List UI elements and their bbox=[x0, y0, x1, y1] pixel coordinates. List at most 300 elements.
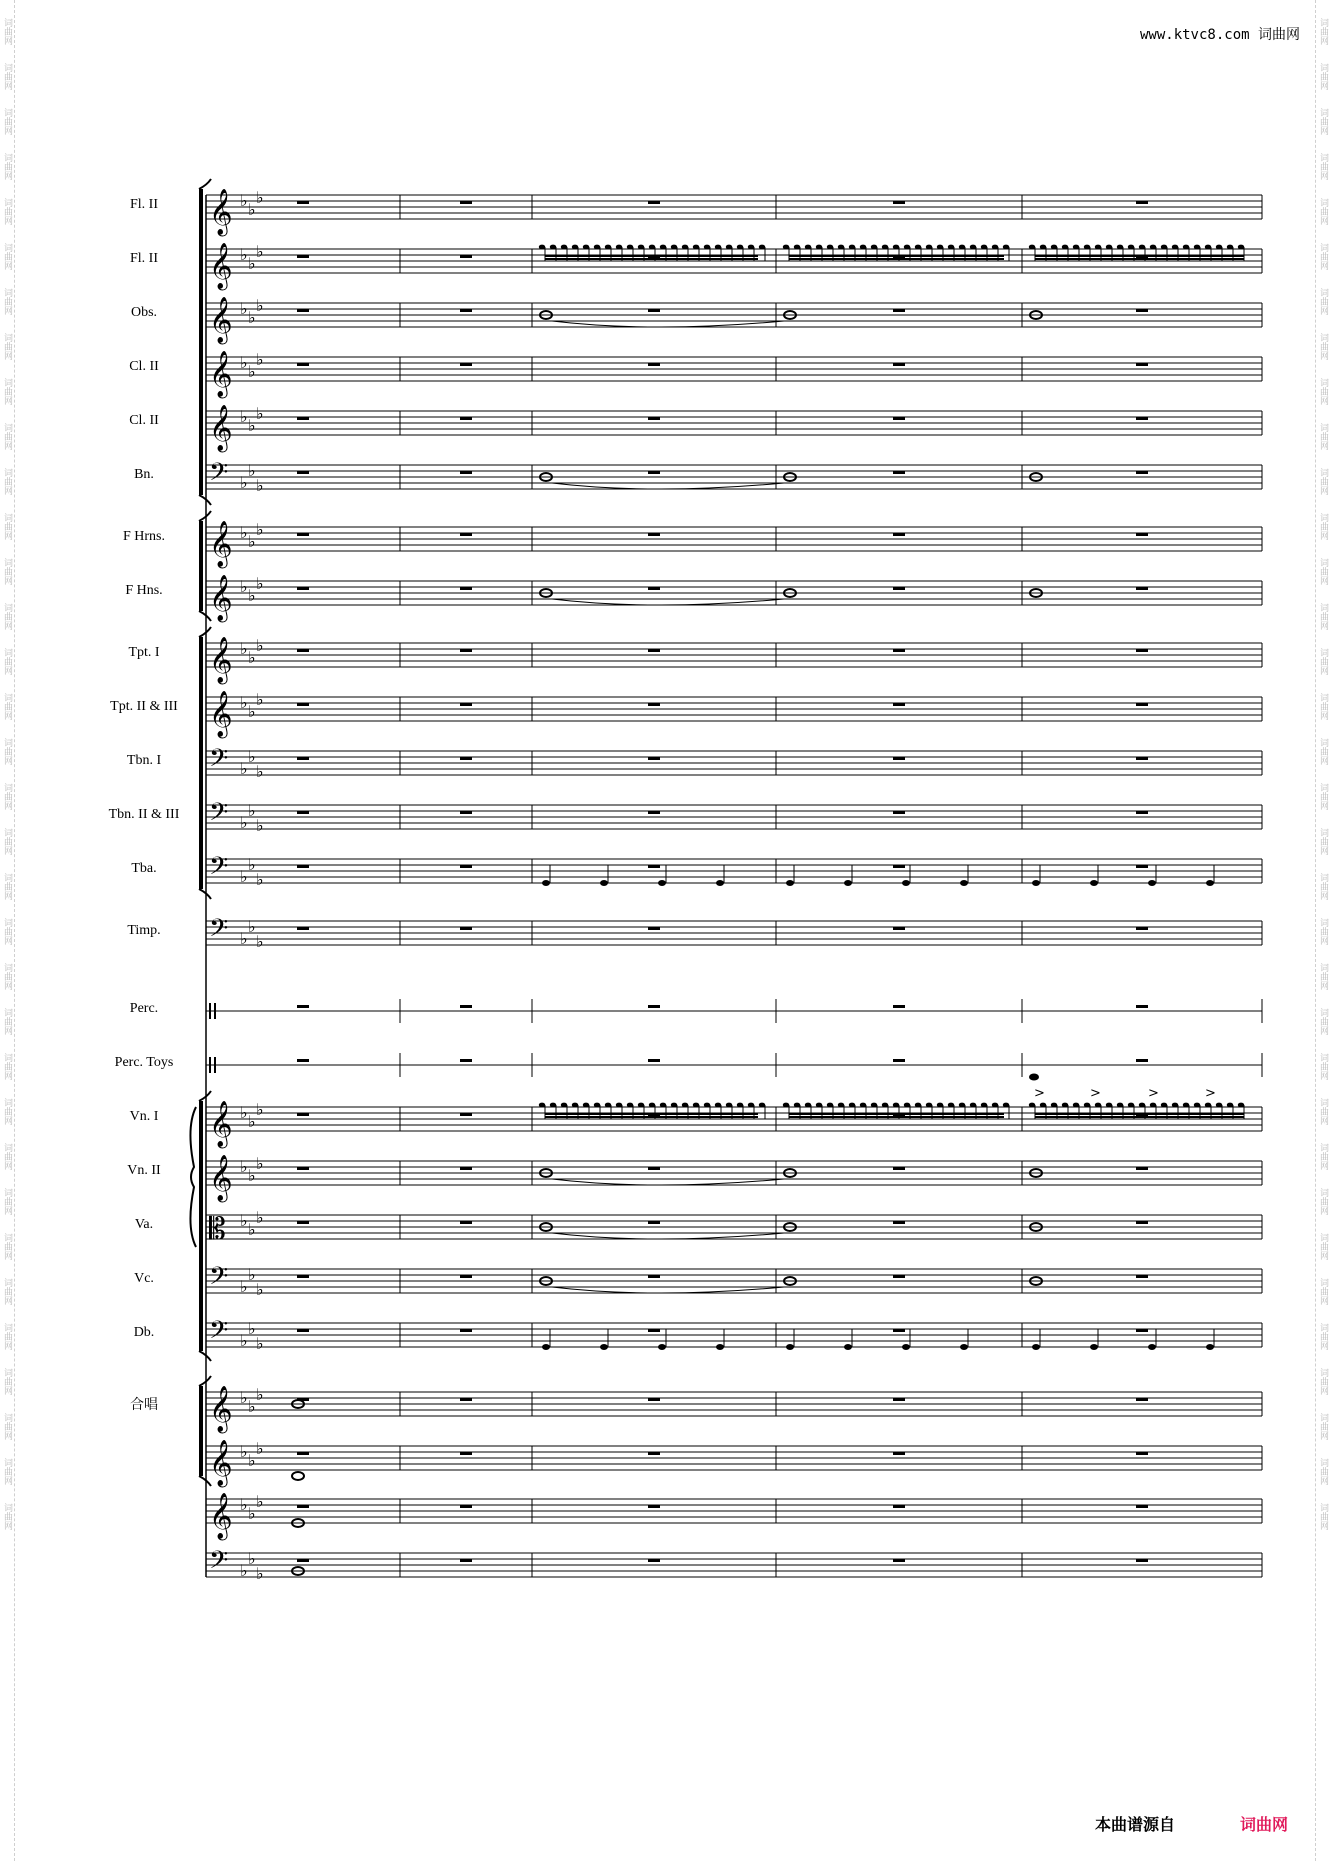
sixteenth-note bbox=[1040, 245, 1046, 250]
whole-rest bbox=[648, 1005, 660, 1008]
bass-clef: 𝄢 bbox=[209, 458, 229, 493]
whole-rest bbox=[893, 471, 905, 474]
sixteenth-note bbox=[893, 1103, 899, 1108]
sixteenth-note bbox=[904, 245, 910, 250]
sixteenth-note bbox=[794, 1103, 800, 1108]
flat-sign: ♭ bbox=[248, 855, 256, 874]
treble-clef: 𝄞 bbox=[209, 351, 233, 397]
flat-sign: ♭ bbox=[240, 407, 248, 426]
whole-rest bbox=[893, 1398, 905, 1401]
whole-rest bbox=[1136, 1275, 1148, 1278]
flat-sign: ♭ bbox=[256, 574, 264, 593]
instrument-label: Perc. bbox=[129, 1001, 159, 1016]
sixteenth-note bbox=[1150, 1103, 1156, 1108]
whole-rest bbox=[893, 1167, 905, 1170]
sixteenth-note bbox=[1106, 1103, 1112, 1108]
whole-rest bbox=[460, 1329, 472, 1332]
quarter-note bbox=[600, 880, 608, 886]
whole-rest bbox=[648, 649, 660, 652]
quarter-note bbox=[960, 880, 968, 886]
bass-clef: 𝄢 bbox=[209, 798, 229, 833]
whole-rest bbox=[893, 1452, 905, 1455]
flat-sign: ♭ bbox=[256, 1100, 264, 1119]
flat-sign: ♭ bbox=[248, 1319, 256, 1338]
sixteenth-note bbox=[682, 245, 688, 250]
bass-clef: 𝄢 bbox=[209, 1546, 229, 1581]
flat-sign: ♭ bbox=[248, 1549, 256, 1568]
flat-sign: ♭ bbox=[248, 1451, 256, 1470]
flat-sign: ♭ bbox=[240, 867, 248, 886]
whole-rest bbox=[1136, 587, 1148, 590]
sixteenth-note bbox=[816, 245, 822, 250]
sixteenth-note bbox=[638, 1103, 644, 1108]
quarter-note bbox=[902, 1344, 910, 1350]
sixteenth-note bbox=[737, 1103, 743, 1108]
quarter-note bbox=[786, 1344, 794, 1350]
quarter-note bbox=[960, 1344, 968, 1350]
whole-rest bbox=[1136, 201, 1148, 204]
flat-sign: ♭ bbox=[248, 1397, 256, 1416]
flat-sign: ♭ bbox=[240, 1561, 248, 1580]
whole-rest bbox=[297, 649, 309, 652]
whole-rest bbox=[893, 1505, 905, 1508]
flat-sign: ♭ bbox=[248, 747, 256, 766]
bracket-hook bbox=[199, 889, 211, 899]
tie bbox=[552, 1179, 784, 1185]
whole-rest bbox=[648, 363, 660, 366]
sixteenth-note bbox=[860, 1103, 866, 1108]
sixteenth-note bbox=[594, 1103, 600, 1108]
quarter-note bbox=[1206, 880, 1214, 886]
flat-sign: ♭ bbox=[240, 299, 248, 318]
accent-mark: > bbox=[1090, 1086, 1101, 1101]
flat-sign: ♭ bbox=[256, 1334, 264, 1353]
whole-rest bbox=[648, 1221, 660, 1224]
whole-rest bbox=[648, 1452, 660, 1455]
sixteenth-note bbox=[1051, 245, 1057, 250]
instrument-label: Db. bbox=[133, 1325, 155, 1340]
whole-rest bbox=[648, 1167, 660, 1170]
flat-sign: ♭ bbox=[248, 648, 256, 667]
flat-sign: ♭ bbox=[248, 308, 256, 327]
tie bbox=[552, 599, 784, 605]
sixteenth-note bbox=[937, 245, 943, 250]
whole-rest bbox=[648, 309, 660, 312]
whole-rest bbox=[648, 865, 660, 868]
sixteenth-note bbox=[693, 1103, 699, 1108]
whole-rest bbox=[460, 587, 472, 590]
whole-rest bbox=[648, 703, 660, 706]
sixteenth-note bbox=[1084, 1103, 1090, 1108]
whole-rest bbox=[460, 1559, 472, 1562]
quarter-note bbox=[1032, 1344, 1040, 1350]
whole-rest bbox=[1136, 1167, 1148, 1170]
sixteenth-note bbox=[959, 245, 965, 250]
instrument-label: F Hrns. bbox=[122, 529, 165, 544]
sixteenth-note bbox=[816, 1103, 822, 1108]
sixteenth-note bbox=[605, 1103, 611, 1108]
whole-rest bbox=[1136, 1505, 1148, 1508]
instrument-label: Fl. II bbox=[130, 251, 158, 266]
whole-rest bbox=[648, 1398, 660, 1401]
whole-rest bbox=[1136, 1398, 1148, 1401]
flat-sign: ♭ bbox=[256, 1208, 264, 1227]
sixteenth-note bbox=[1172, 245, 1178, 250]
sixteenth-note bbox=[539, 245, 545, 250]
flat-sign: ♭ bbox=[240, 523, 248, 542]
sixteenth-note bbox=[992, 245, 998, 250]
whole-rest bbox=[893, 865, 905, 868]
whole-rest bbox=[297, 1505, 309, 1508]
whole-rest bbox=[893, 1005, 905, 1008]
whole-rest bbox=[648, 927, 660, 930]
whole-rest bbox=[893, 649, 905, 652]
whole-rest bbox=[460, 927, 472, 930]
sixteenth-note bbox=[1216, 1103, 1222, 1108]
flat-sign: ♭ bbox=[240, 1495, 248, 1514]
whole-rest bbox=[1136, 1059, 1148, 1062]
sixteenth-note bbox=[1003, 1103, 1009, 1108]
flat-sign: ♭ bbox=[256, 404, 264, 423]
treble-clef: 𝄞 bbox=[209, 189, 233, 235]
flat-sign: ♭ bbox=[240, 929, 248, 948]
sixteenth-note bbox=[1194, 245, 1200, 250]
instrument-label: Timp. bbox=[127, 923, 161, 938]
whole-rest bbox=[893, 1559, 905, 1562]
whole-rest bbox=[460, 533, 472, 536]
sixteenth-note bbox=[805, 1103, 811, 1108]
sixteenth-note bbox=[1205, 245, 1211, 250]
whole-rest bbox=[460, 865, 472, 868]
instrument-label: Cl. II bbox=[129, 359, 159, 374]
sixteenth-note bbox=[1205, 1103, 1211, 1108]
whole-rest bbox=[648, 533, 660, 536]
sixteenth-note bbox=[1183, 245, 1189, 250]
whole-rest bbox=[460, 811, 472, 814]
sixteenth-note bbox=[715, 245, 721, 250]
whole-rest bbox=[297, 1559, 309, 1562]
flat-sign: ♭ bbox=[256, 816, 264, 835]
flat-sign: ♭ bbox=[256, 242, 264, 261]
sixteenth-note bbox=[904, 1103, 910, 1108]
whole-rest bbox=[297, 363, 309, 366]
bracket-hook bbox=[199, 495, 211, 505]
whole-rest bbox=[648, 471, 660, 474]
header-url: www.ktvc8.com 词曲网 bbox=[1139, 27, 1300, 43]
whole-rest bbox=[648, 1559, 660, 1562]
whole-rest bbox=[297, 1329, 309, 1332]
whole-rest bbox=[460, 363, 472, 366]
sixteenth-note bbox=[871, 245, 877, 250]
sixteenth-note bbox=[1150, 245, 1156, 250]
whole-rest bbox=[460, 309, 472, 312]
whole-rest bbox=[893, 811, 905, 814]
sixteenth-note bbox=[1238, 245, 1244, 250]
sixteenth-note bbox=[1029, 1103, 1035, 1108]
sixteenth-note bbox=[1084, 245, 1090, 250]
sixteenth-note bbox=[1095, 1103, 1101, 1108]
instrument-label: Va. bbox=[134, 1217, 154, 1232]
whole-rest bbox=[648, 587, 660, 590]
treble-clef: 𝄞 bbox=[209, 691, 233, 737]
bass-clef: 𝄢 bbox=[209, 1316, 229, 1351]
sixteenth-note bbox=[583, 1103, 589, 1108]
sixteenth-note bbox=[616, 245, 622, 250]
flat-sign: ♭ bbox=[248, 586, 256, 605]
quarter-note bbox=[1148, 880, 1156, 886]
whole-rest bbox=[893, 363, 905, 366]
flat-sign: ♭ bbox=[240, 245, 248, 264]
sixteenth-note bbox=[1139, 1103, 1145, 1108]
treble-clef: 𝄞 bbox=[209, 1493, 233, 1539]
instrument-label: F Hns. bbox=[125, 583, 163, 598]
quarter-note bbox=[1206, 1344, 1214, 1350]
flat-sign: ♭ bbox=[256, 350, 264, 369]
sixteenth-note bbox=[627, 245, 633, 250]
instrument-label: Perc. Toys bbox=[114, 1055, 174, 1070]
whole-rest bbox=[1136, 1005, 1148, 1008]
sixteenth-note bbox=[605, 245, 611, 250]
treble-clef: 𝄞 bbox=[209, 521, 233, 567]
sixteenth-note bbox=[1003, 245, 1009, 250]
whole-rest bbox=[460, 1005, 472, 1008]
left-watermark-strip: 词曲网 词曲网 词曲网 词曲网 词曲网 词曲网 词曲网 词曲网 词曲网 词曲网 词曲网 词曲网 词曲网 词曲网 词曲网 词曲网 词曲网 词曲网 词曲网 词曲网 词曲网 词曲网 词曲网 词曲网 词曲网 词曲网 词曲网 词曲网 词曲网 词曲网 词曲网 词曲网 词曲网 词曲网 bbox=[0, 0, 15, 1861]
sixteenth-note bbox=[539, 1103, 545, 1108]
flat-sign: ♭ bbox=[248, 200, 256, 219]
instrument-label: Tpt. I bbox=[128, 645, 160, 660]
whole-rest bbox=[1136, 1221, 1148, 1224]
sixteenth-note bbox=[759, 1103, 765, 1108]
whole-rest bbox=[297, 587, 309, 590]
flat-sign: ♭ bbox=[248, 917, 256, 936]
sixteenth-note bbox=[1040, 1103, 1046, 1108]
sixteenth-note bbox=[1161, 245, 1167, 250]
quarter-note bbox=[600, 1344, 608, 1350]
sixteenth-note bbox=[827, 1103, 833, 1108]
sixteenth-note bbox=[616, 1103, 622, 1108]
sixteenth-note bbox=[948, 245, 954, 250]
sixteenth-note bbox=[1117, 1103, 1123, 1108]
whole-rest bbox=[460, 255, 472, 258]
sixteenth-note bbox=[550, 245, 556, 250]
whole-note bbox=[292, 1472, 304, 1480]
bass-clef: 𝄢 bbox=[209, 1262, 229, 1297]
instrument-label: Tpt. II & III bbox=[110, 699, 178, 714]
whole-rest bbox=[460, 1452, 472, 1455]
sixteenth-note bbox=[970, 245, 976, 250]
whole-rest bbox=[1136, 309, 1148, 312]
sixteenth-note bbox=[1073, 1103, 1079, 1108]
whole-rest bbox=[297, 865, 309, 868]
quarter-note bbox=[1090, 880, 1098, 886]
sixteenth-note bbox=[827, 245, 833, 250]
flat-sign: ♭ bbox=[240, 1331, 248, 1350]
quarter-note bbox=[542, 880, 550, 886]
flat-sign: ♭ bbox=[256, 870, 264, 889]
flat-sign: ♭ bbox=[256, 636, 264, 655]
whole-rest bbox=[460, 471, 472, 474]
sixteenth-note bbox=[627, 1103, 633, 1108]
quarter-note bbox=[1032, 880, 1040, 886]
instrument-label: Obs. bbox=[130, 305, 158, 320]
sixteenth-note bbox=[937, 1103, 943, 1108]
sixteenth-note bbox=[805, 245, 811, 250]
flat-sign: ♭ bbox=[248, 461, 256, 480]
flat-sign: ♭ bbox=[248, 1166, 256, 1185]
sixteenth-note bbox=[1128, 1103, 1134, 1108]
whole-rest bbox=[460, 1505, 472, 1508]
quarter-note bbox=[902, 880, 910, 886]
whole-rest bbox=[297, 533, 309, 536]
sixteenth-note bbox=[860, 245, 866, 250]
quarter-note bbox=[542, 1344, 550, 1350]
instrument-label: Vc. bbox=[134, 1271, 154, 1286]
whole-rest bbox=[893, 1329, 905, 1332]
whole-rest bbox=[893, 587, 905, 590]
quarter-note bbox=[1090, 1344, 1098, 1350]
whole-rest bbox=[297, 1005, 309, 1008]
whole-rest bbox=[297, 757, 309, 760]
quarter-note bbox=[658, 1344, 666, 1350]
sixteenth-note bbox=[871, 1103, 877, 1108]
tie bbox=[552, 1233, 784, 1239]
sixteenth-note bbox=[838, 1103, 844, 1108]
treble-clef: 𝄞 bbox=[209, 297, 233, 343]
sixteenth-note bbox=[572, 245, 578, 250]
sixteenth-note bbox=[1161, 1103, 1167, 1108]
flat-sign: ♭ bbox=[256, 762, 264, 781]
whole-rest bbox=[297, 309, 309, 312]
quarter-note bbox=[716, 880, 724, 886]
flat-sign: ♭ bbox=[240, 1277, 248, 1296]
whole-rest bbox=[460, 1113, 472, 1116]
whole-rest bbox=[1136, 1559, 1148, 1562]
whole-rest bbox=[297, 1452, 309, 1455]
whole-rest bbox=[893, 1275, 905, 1278]
whole-rest bbox=[893, 309, 905, 312]
sixteenth-note bbox=[1062, 245, 1068, 250]
accent-mark: > bbox=[1205, 1086, 1216, 1101]
whole-rest bbox=[1136, 865, 1148, 868]
sixteenth-note bbox=[649, 1103, 655, 1108]
tie bbox=[552, 1287, 784, 1293]
flat-sign: ♭ bbox=[240, 639, 248, 658]
flat-sign: ♭ bbox=[240, 353, 248, 372]
treble-clef: 𝄞 bbox=[209, 1101, 233, 1147]
quarter-note bbox=[1148, 1344, 1156, 1350]
flat-sign: ♭ bbox=[248, 702, 256, 721]
whole-rest bbox=[297, 417, 309, 420]
whole-rest bbox=[1136, 471, 1148, 474]
whole-rest bbox=[460, 1221, 472, 1224]
whole-rest bbox=[648, 1329, 660, 1332]
flat-sign: ♭ bbox=[248, 532, 256, 551]
treble-clef: 𝄞 bbox=[209, 1440, 233, 1486]
flat-sign: ♭ bbox=[256, 1280, 264, 1299]
flat-sign: ♭ bbox=[248, 1220, 256, 1239]
whole-rest bbox=[460, 757, 472, 760]
flat-sign: ♭ bbox=[240, 1103, 248, 1122]
whole-rest bbox=[1136, 417, 1148, 420]
sixteenth-note bbox=[671, 1103, 677, 1108]
quarter-note bbox=[844, 1344, 852, 1350]
flat-sign: ♭ bbox=[256, 932, 264, 951]
sixteenth-note bbox=[794, 245, 800, 250]
bracket-hook bbox=[199, 627, 211, 637]
flat-sign: ♭ bbox=[256, 1492, 264, 1511]
flat-sign: ♭ bbox=[256, 1564, 264, 1583]
sixteenth-note bbox=[1238, 1103, 1244, 1108]
bass-clef: 𝄢 bbox=[209, 744, 229, 779]
treble-clef: 𝄞 bbox=[209, 575, 233, 621]
sixteenth-note bbox=[1062, 1103, 1068, 1108]
group-bracket bbox=[199, 189, 203, 495]
whole-rest bbox=[297, 703, 309, 706]
instrument-label: Cl. II bbox=[129, 413, 159, 428]
treble-clef: 𝄞 bbox=[209, 1386, 233, 1432]
whole-rest bbox=[297, 1113, 309, 1116]
whole-rest bbox=[1136, 757, 1148, 760]
sixteenth-note bbox=[981, 1103, 987, 1108]
whole-rest bbox=[297, 811, 309, 814]
sixteenth-note bbox=[572, 1103, 578, 1108]
sixteenth-note bbox=[849, 1103, 855, 1108]
whole-rest bbox=[297, 255, 309, 258]
sixteenth-note bbox=[1227, 1103, 1233, 1108]
sixteenth-note bbox=[1183, 1103, 1189, 1108]
whole-rest bbox=[648, 1059, 660, 1062]
instrument-label: 合唱 bbox=[130, 1398, 158, 1413]
sixteenth-note bbox=[638, 245, 644, 250]
sixteenth-note bbox=[704, 1103, 710, 1108]
sixteenth-note bbox=[649, 245, 655, 250]
whole-rest bbox=[1136, 533, 1148, 536]
flat-sign: ♭ bbox=[256, 520, 264, 539]
flat-sign: ♭ bbox=[240, 693, 248, 712]
whole-rest bbox=[893, 1221, 905, 1224]
instrument-label: Tbn. II & III bbox=[108, 807, 180, 822]
flat-sign: ♭ bbox=[240, 1157, 248, 1176]
flat-sign: ♭ bbox=[256, 1154, 264, 1173]
flat-sign: ♭ bbox=[248, 254, 256, 273]
sixteenth-note bbox=[660, 245, 666, 250]
whole-rest bbox=[297, 1275, 309, 1278]
whole-rest bbox=[893, 703, 905, 706]
alto-clef: 𝄡 bbox=[209, 1212, 226, 1247]
whole-rest bbox=[1136, 1329, 1148, 1332]
whole-rest bbox=[1136, 363, 1148, 366]
whole-rest bbox=[648, 811, 660, 814]
sixteenth-note bbox=[948, 1103, 954, 1108]
sixteenth-note bbox=[726, 1103, 732, 1108]
tie bbox=[552, 483, 784, 489]
sixteenth-note bbox=[693, 245, 699, 250]
flat-sign: ♭ bbox=[256, 690, 264, 709]
sixteenth-note bbox=[726, 245, 732, 250]
flat-sign: ♭ bbox=[240, 191, 248, 210]
whole-rest bbox=[893, 927, 905, 930]
sixteenth-note bbox=[594, 245, 600, 250]
footer-source-label: 本曲谱源自 bbox=[1095, 1815, 1176, 1834]
sixteenth-note bbox=[915, 245, 921, 250]
sixteenth-note bbox=[849, 245, 855, 250]
whole-rest bbox=[460, 1167, 472, 1170]
sixteenth-note bbox=[959, 1103, 965, 1108]
instrument-label: Fl. II bbox=[130, 197, 158, 212]
flat-sign: ♭ bbox=[240, 1442, 248, 1461]
flat-sign: ♭ bbox=[240, 813, 248, 832]
sixteenth-note bbox=[1172, 1103, 1178, 1108]
